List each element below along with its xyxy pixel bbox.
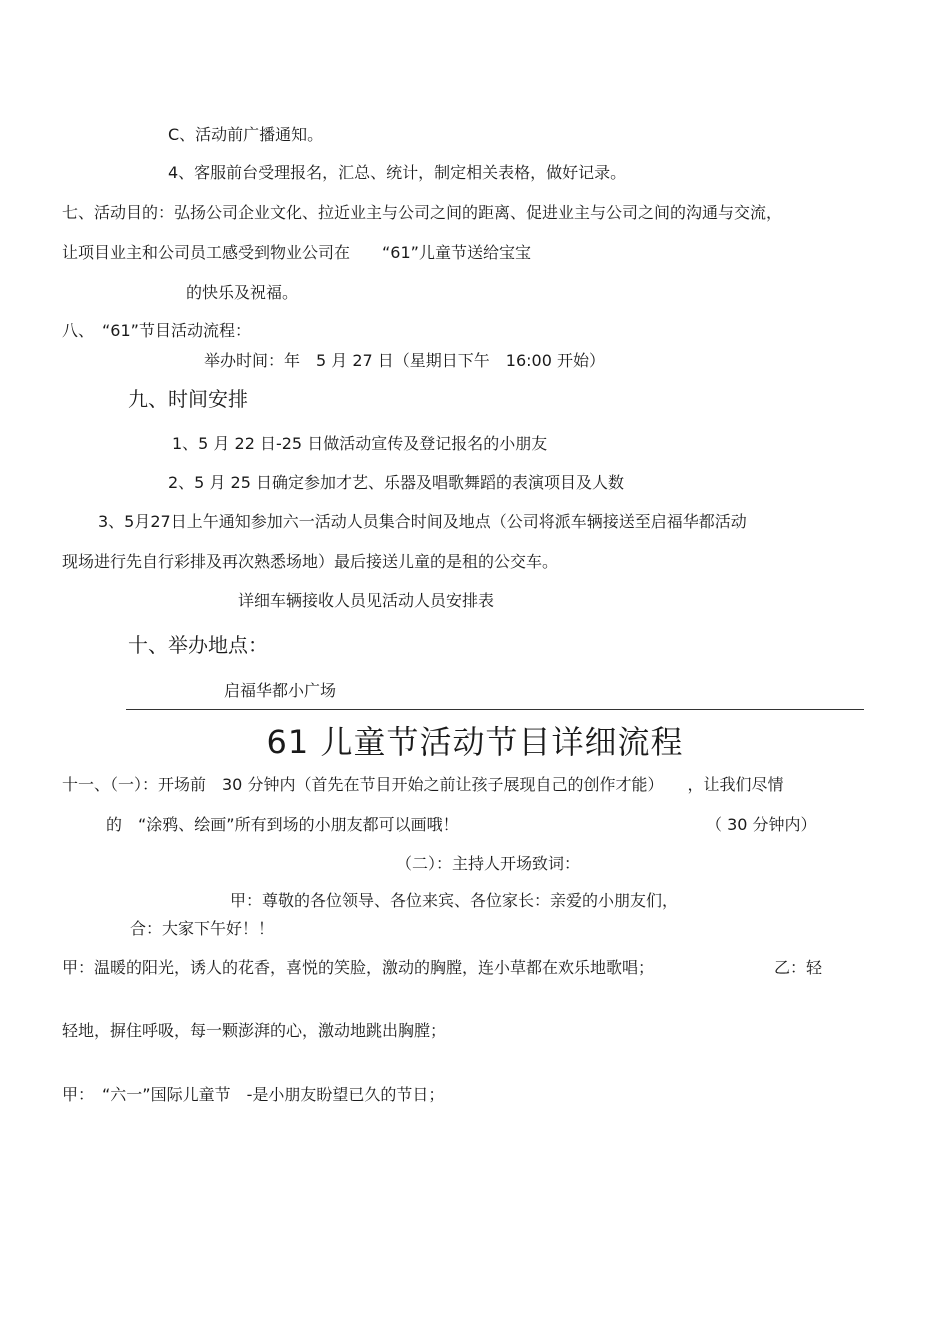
schedule-item-1: 1、5 月 22 日-25 日做活动宣传及登记报名的小朋友	[172, 434, 548, 453]
activity-purpose-line: 七、活动目的：弘扬公司企业文化、拉近业主与公司之间的距离、促进业主与公司之间的沟通与交流，	[62, 203, 783, 222]
program-flow-heading: 八、 “61”节目活动流程：	[62, 321, 251, 340]
schedule-item-2: 2、5 月 25 日确定参加才艺、乐器及唱歌舞蹈的表演项目及人数	[168, 473, 624, 492]
host-speech-heading: （二）：主持人开场致词：	[396, 854, 581, 873]
venue-name: 启福华都小广场	[224, 681, 337, 700]
venue-heading: 十、举办地点：	[128, 633, 268, 657]
opening-line-cont: 的 “涂鸦、绘画”所有到场的小朋友都可以画哦！	[106, 815, 459, 834]
front-desk-registration-line: 4、客服前台受理报名，汇总、统计，制定相关表格，做好记录。	[168, 163, 627, 182]
host-a-line-2: 甲： “六一”国际儿童节 -是小朋友盼望已久的节日；	[62, 1085, 445, 1104]
host-together-greeting: 合：大家下午好！！	[130, 919, 275, 938]
activity-purpose-line-3: 的快乐及祝福。	[186, 283, 299, 302]
section-divider	[126, 709, 864, 710]
page-title: 61 儿童节活动节目详细流程	[266, 723, 684, 761]
schedule-item-3: 3、5月27日上午通知参加六一活动人员集合时间及地点（公司将派车辆接送至启福华都活动	[98, 512, 747, 531]
schedule-heading: 九、时间安排	[128, 387, 248, 411]
opening-line: 十一、（一）：开场前 30 分钟内（首先在节目开始之前让孩子展现自己的创作才能） ，让我们尽情	[62, 775, 784, 794]
host-a-line: 甲：温暖的阳光，诱人的花香，喜悦的笑脸，激动的胸膛，连小草都在欢乐地歌唱；	[62, 958, 655, 977]
notice-broadcast-line: C、活动前广播通知。	[168, 125, 324, 144]
vehicle-arrangement-line: 详细车辆接收人员见活动人员安排表	[238, 591, 495, 610]
host-b-line: 轻地，摒住呼吸，每一颗澎湃的心，激动地跳出胸膛；	[62, 1021, 447, 1040]
host-b-start: 乙：轻	[774, 958, 823, 977]
schedule-item-3-cont: 现场进行先自行彩排及再次熟悉场地）最后接送儿童的是租的公交车。	[62, 552, 559, 571]
host-a-greeting: 甲：尊敬的各位领导、各位来宾、各位家长：亲爱的小朋友们，	[230, 891, 679, 910]
opening-duration: （ 30 分钟内）	[706, 815, 817, 834]
event-time-line: 举办时间：年 5 月 27 日（星期日下午 16:00 开始）	[204, 351, 605, 370]
activity-purpose-line-2: 让项目业主和公司员工感受到物业公司在 “61”儿童节送给宝宝	[62, 243, 531, 262]
